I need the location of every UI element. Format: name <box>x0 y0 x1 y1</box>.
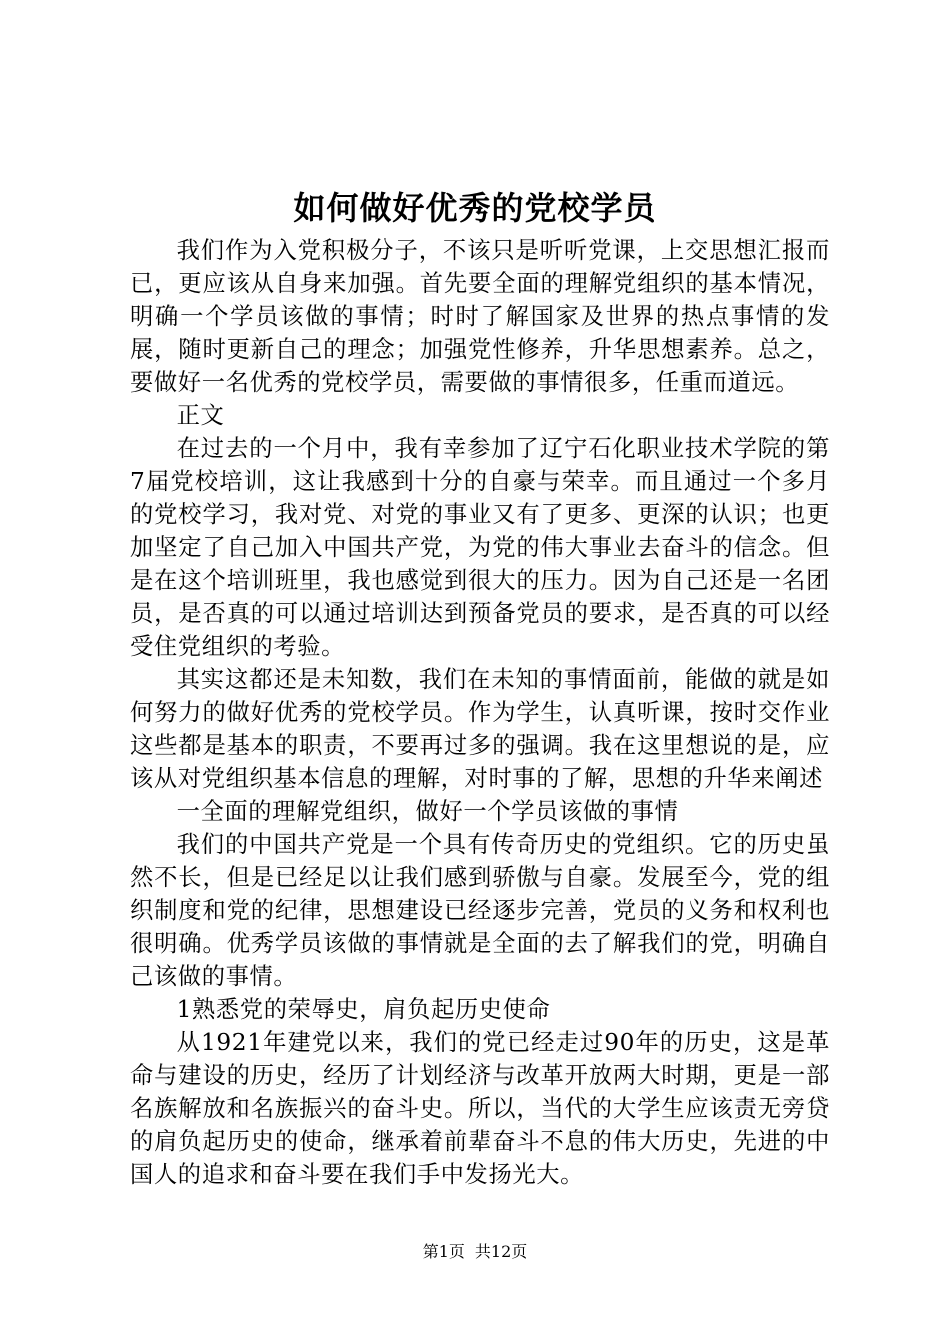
document-body <box>130 234 830 1191</box>
paragraph-heading-main-text: 正文 <box>176 402 225 429</box>
page-number: 第1页 <box>422 1242 465 1261</box>
paragraph-training-experience: 在过去的一个月中，我有幸参加了辽宁石化职业技术学院的第7届党校培训，这让我感到十分的自豪与荣幸。而且通过一个多月的党校学习，我对党、对党的事业又有了更多、更深的认识；也更加坚定了自己加入中国共产党，为党的伟大事业去奋斗的信念。但是在这个培训班里，我也感觉到很大的压力。因为自己还是一名团员，是否真的可以通过培训达到预备党员的要求，是否真的可以经受住党组织的考验。 <box>130 435 830 660</box>
paragraph-intro: 我们作为入党积极分子，不该只是听听党课，上交思想汇报而已，更应该从自身来加强。首先要全面的理解党组织的基本情况，明确一个学员该做的事情；时时了解国家及世界的热点事情的发展，随时更新自己的理念；加强党性修养，升华思想素养。总之，要做好一名优秀的党校学员，需要做的事情很多，任重而道远。 <box>130 237 830 396</box>
total-pages: 共12页 <box>474 1242 528 1261</box>
document-title: 如何做好优秀的党校学员 <box>293 189 657 227</box>
paragraph-unknowns: 其实这都还是未知数，我们在未知的事情面前，能做的就是如何努力的做好优秀的党校学员。作为学生，认真听课，按时交作业这些都是基本的职责，不要再过多的强调。我在这里想说的是，应该从对党组织基本信息的理解，对时事的了解，思想的升华来阐述 <box>130 666 830 792</box>
subsection-heading-one: 1熟悉党的荣辱史，肩负起历史使命 <box>176 996 551 1023</box>
section-heading-one: 一全面的理解党组织，做好一个学员该做的事情 <box>176 798 679 825</box>
paragraph-party-history: 我们的中国共产党是一个具有传奇历史的党组织。它的历史虽然不长，但是已经足以让我们感到骄傲与自豪。发展至今，党的组织制度和党的纪律，思想建设已经逐步完善，党员的义务和权利也很明确。优秀学员该做的事情就是全面的去了解我们的党，明确自己该做的事情。 <box>130 831 830 990</box>
paragraph-since-1921: 从1921年建党以来，我们的党已经走过90年的历史，这是革命与建设的历史，经历了计划经济与改革开放两大时期，更是一部名族解放和名族振兴的奋斗史。所以，当代的大学生应该责无旁贷的肩负起历史的使命，继承着前辈奋斗不息的伟大历史，先进的中国人的追求和奋斗要在我们手中发扬光大。 <box>130 1029 830 1188</box>
page-footer <box>0 1240 950 1264</box>
